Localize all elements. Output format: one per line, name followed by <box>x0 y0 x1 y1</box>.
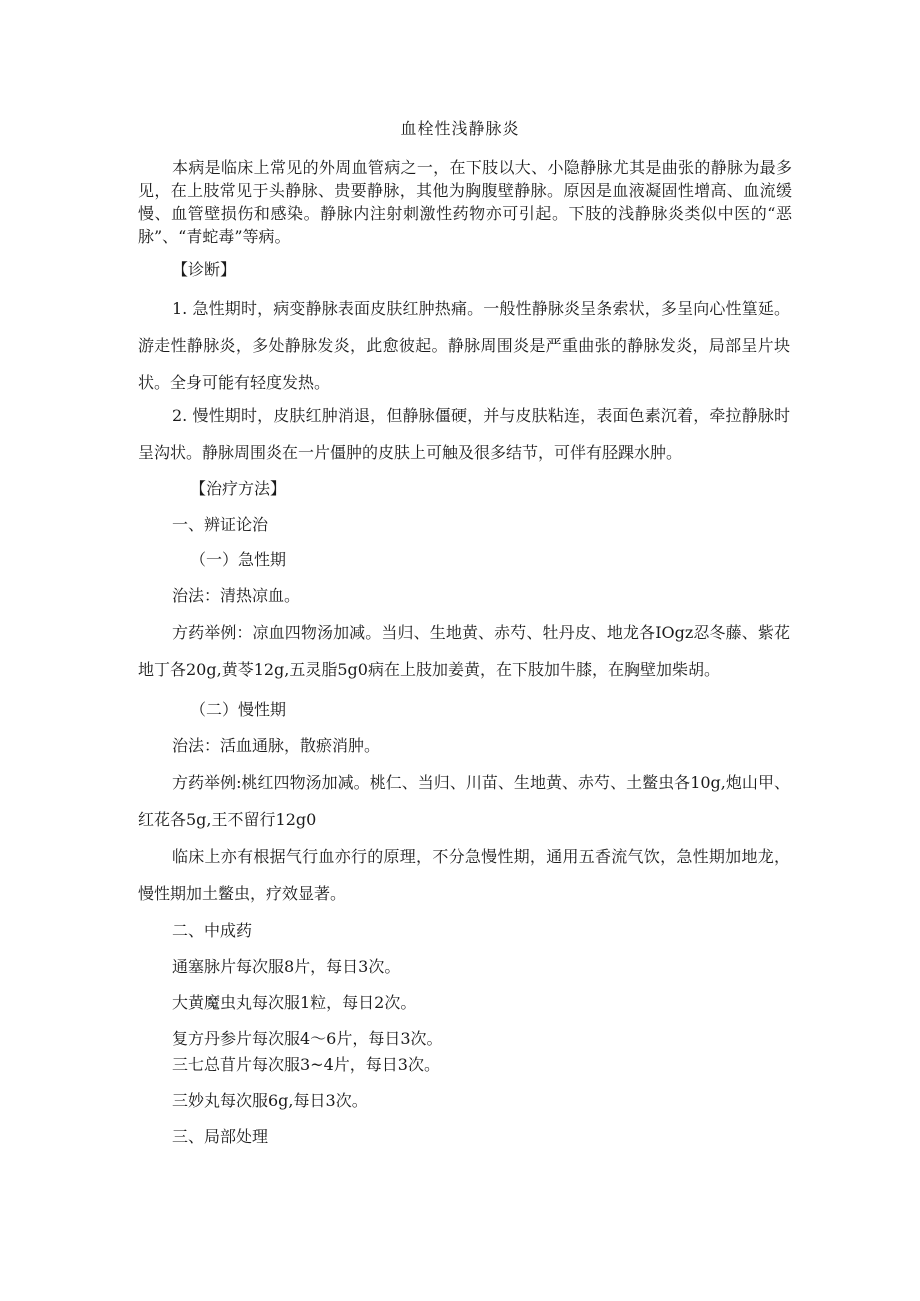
document-title: 血栓性浅静脉炎 <box>400 119 520 138</box>
intro-paragraph: 本病是临床上常见的外周血管病之一，在下肢以大、小隐静脉尤其是曲张的静脉为最多见，在上肢常见于头静脉、贵要静脉，其他为胸腹壁静脉。原因是血液凝固性增高、血流缓慢、血管壁损伤和感染。静脉内注射刺激性药物亦可引起。下肢的浅静脉炎类似中医的“恶脉”、“青蛇毒”等病。 <box>138 158 792 246</box>
acute-formula-paragraph: 方药举例：凉血四物汤加减。当归、生地黄、赤芍、牡丹皮、地龙各IOgz忍冬藤、紫花地丁各20g,黄苓12g,五灵脂5g0病在上肢加姜黄，在下肢加牛膝，在胸壁加柴胡。 <box>138 623 790 679</box>
medicine-item-5: 三妙丸每次服6g,每日3次。 <box>172 1091 368 1110</box>
medicine-item-3: 复方丹参片每次服4～6片，每日3次。 <box>172 1029 443 1048</box>
treatment-heading: 【治疗方法】 <box>190 479 287 498</box>
medicine-item-2: 大黄魔虫丸每次服1粒，每日2次。 <box>172 993 417 1012</box>
section-heading-1: 一、辨证论治 <box>172 515 269 534</box>
chronic-treatment-method: 治法：活血通脉，散瘀消肿。 <box>172 736 381 755</box>
diagnosis-paragraph-2: 2. 慢性期时，皮肤红肿消退，但静脉僵硬，并与皮肤粘连，表面色素沉着，牵拉静脉时呈沟状。静脉周围炎在一片僵肿的皮肤上可触及很多结节，可伴有胫踝水肿。 <box>138 406 790 462</box>
acute-treatment-method: 治法：清热凉血。 <box>172 586 301 605</box>
medicine-item-1: 通塞脉片每次服8片，每日3次。 <box>172 957 401 976</box>
diagnosis-heading: 【诊断】 <box>172 260 237 279</box>
chronic-phase-heading: （二）慢性期 <box>190 700 287 719</box>
section-heading-2: 二、中成药 <box>172 921 253 940</box>
clinical-note-paragraph: 临床上亦有根据气行血亦行的原理，不分急慢性期，通用五香流气饮，急性期加地龙，慢性期加土鳖虫，疗效显著。 <box>138 847 790 903</box>
acute-phase-heading: （一）急性期 <box>190 550 287 569</box>
chronic-formula-paragraph: 方药举例:桃红四物汤加减。桃仁、当归、川苗、生地黄、赤芍、土鳖虫各10g,炮山甲、红花各5g,王不留行12g0 <box>138 773 790 829</box>
medicine-item-4: 三七总苜片每次服3~4片，每日3次。 <box>172 1055 440 1074</box>
section-heading-3: 三、局部处理 <box>172 1127 269 1146</box>
diagnosis-paragraph-1: 1. 急性期时，病变静脉表面皮肤红肿热痛。一般性静脉炎呈条索状，多呈向心性篁延。游走性静脉炎，多处静脉发炎，此愈彼起。静脉周围炎是严重曲张的静脉发炎，局部呈片块状。全身可能有轻度发热。 <box>138 299 790 392</box>
